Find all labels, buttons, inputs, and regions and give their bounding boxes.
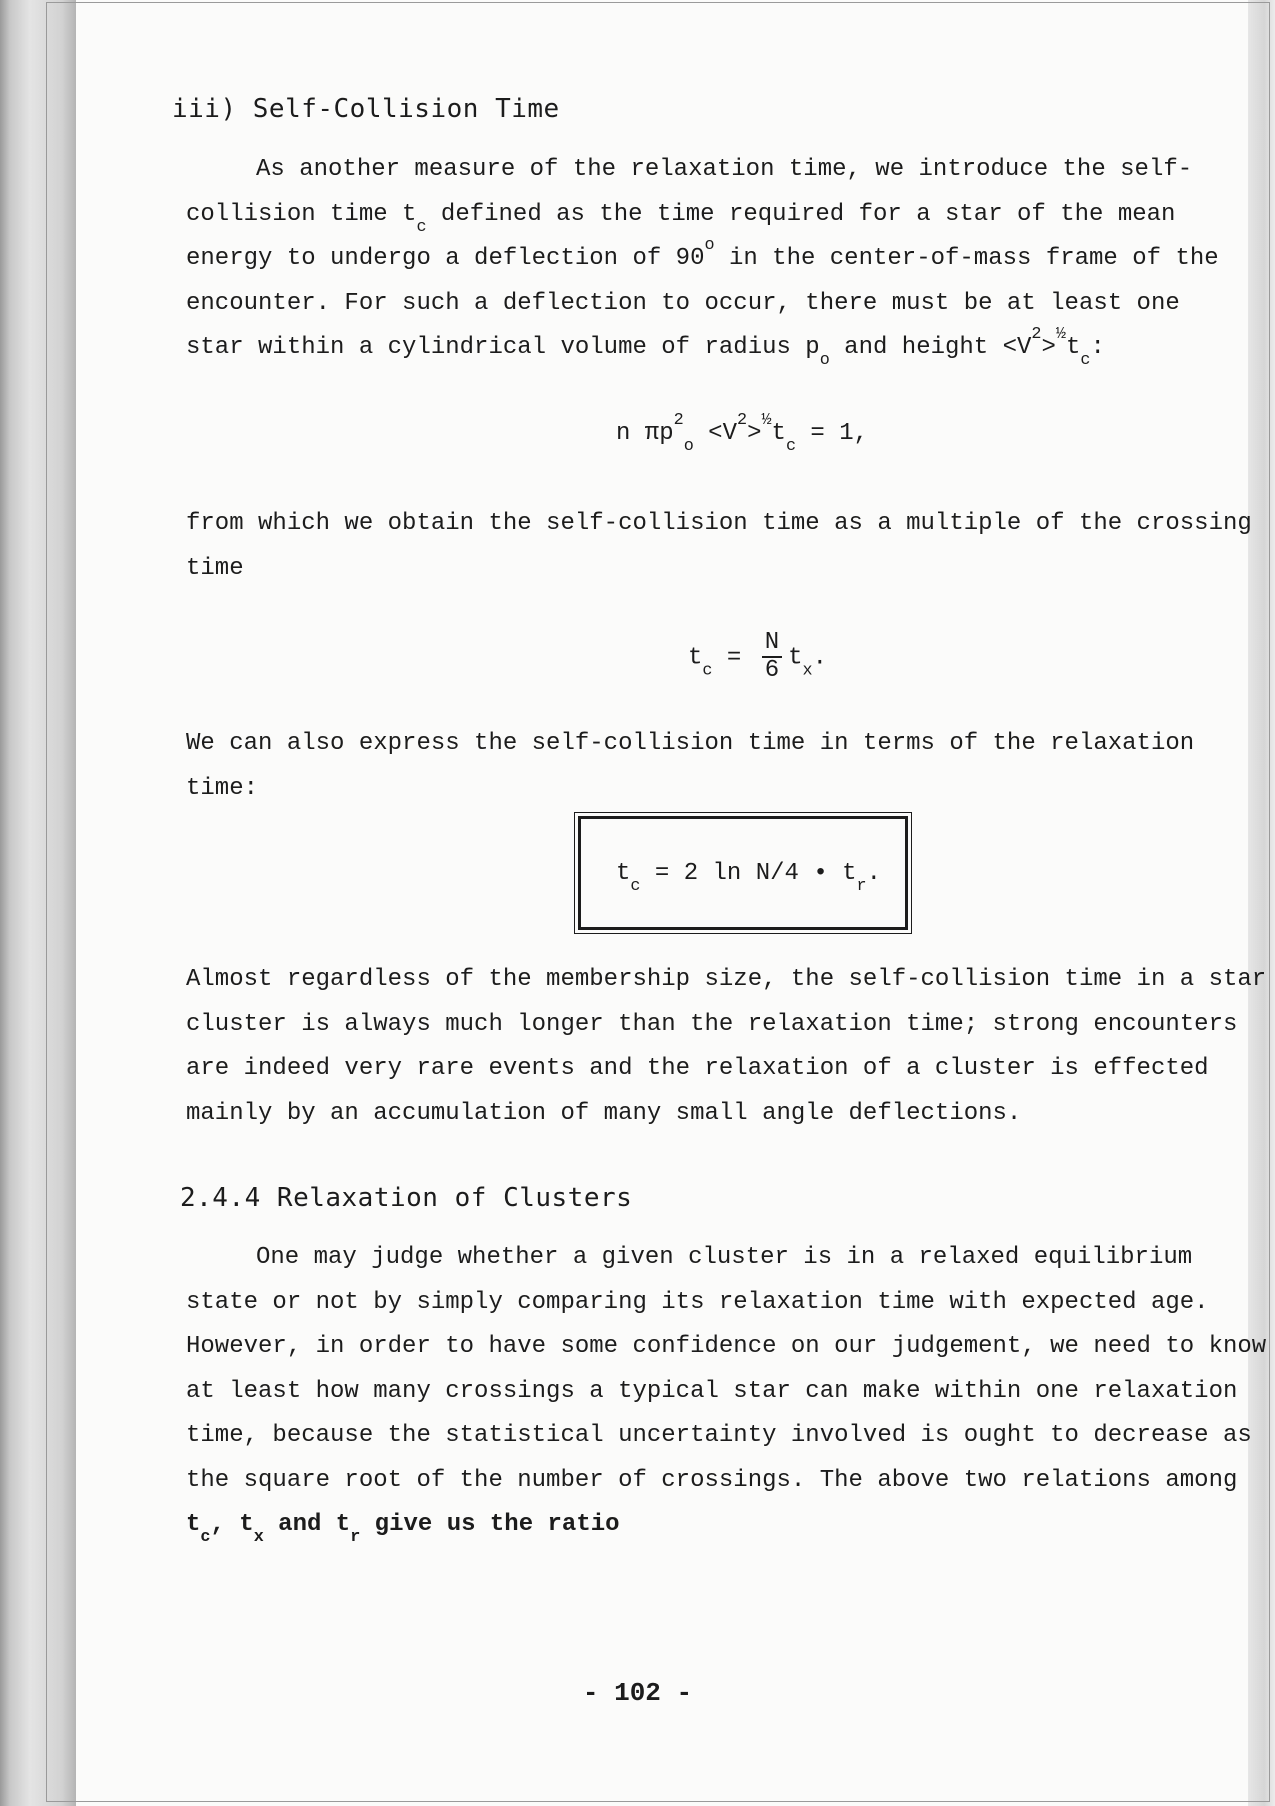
- section-heading-relaxation-of-clusters: 2.4.4 Relaxation of Clusters: [180, 1183, 633, 1213]
- text-run: star within a cylindrical volume of radius p: [186, 334, 820, 361]
- eq-run: t: [616, 860, 631, 887]
- eq-run: =: [712, 644, 756, 672]
- text-line: mainly by an accumulation of many small angle deflections.: [186, 1099, 1022, 1127]
- text-run: >: [1041, 334, 1056, 361]
- text-line: time: [186, 554, 244, 582]
- subscript: c: [1080, 350, 1091, 370]
- section-heading-self-collision: iii) Self-Collision Time: [172, 94, 560, 124]
- eq-run: t: [688, 644, 703, 672]
- eq-run: .: [866, 860, 882, 887]
- text-line: are indeed very rare events and the relaxation of a cluster is effected: [186, 1055, 1209, 1082]
- text-run: and t: [263, 1511, 351, 1538]
- subscript: x: [253, 1527, 264, 1547]
- text-line: One may judge whether a given cluster is in a relaxed equilibrium: [256, 1244, 1193, 1271]
- text-line: cluster is always much longer than the relaxation time; strong encounters: [186, 1010, 1238, 1038]
- text-line: However, in order to have some confidence on our judgement, we need to know: [186, 1333, 1267, 1360]
- text-line: We can also express the self-collision time in terms of the relaxation: [186, 730, 1195, 757]
- text-line: [186, 326, 1219, 371]
- text-run: energy to undergo a deflection of 90: [186, 245, 705, 272]
- equation-tc-over-tx: [688, 630, 827, 684]
- text-line: Almost regardless of the membership size, the self-collision time in a star: [186, 966, 1267, 993]
- subscript: c: [200, 1527, 211, 1547]
- subscript: r: [350, 1527, 361, 1547]
- text-run: and height <V: [829, 334, 1032, 361]
- text-line: at least how many crossings a typical star can make within one relaxation: [186, 1377, 1238, 1405]
- eq-run: = 2 ln N/4 • t: [640, 860, 857, 887]
- text-line: [186, 193, 1219, 238]
- eq-run: n πp: [616, 420, 674, 447]
- text-line: from which we obtain the self-collision time as a multiple of the crossing: [186, 510, 1252, 537]
- binding-edge: [0, 0, 78, 1806]
- text-line: the square root of the number of crossings. The above two relations among: [186, 1466, 1238, 1494]
- eq-run: >: [747, 420, 762, 447]
- subscript: o: [819, 350, 830, 370]
- text-run: give us the ratio: [360, 1511, 620, 1538]
- subscript: c: [702, 661, 713, 681]
- numerator: N: [762, 630, 782, 658]
- eq-run: t: [788, 644, 803, 672]
- subscript: o: [683, 436, 694, 456]
- text-run: :: [1090, 334, 1105, 361]
- superscript: 2: [1031, 324, 1042, 344]
- paragraph-crossing-multiple: [186, 502, 1252, 591]
- paragraph-membership-size: [186, 958, 1266, 1136]
- text-line: time:: [186, 774, 259, 802]
- text-line: encounter. For such a deflection to occur, there must be at least one: [186, 289, 1180, 317]
- subscript: c: [630, 876, 641, 896]
- superscript: 2: [736, 410, 748, 430]
- eq-run: t: [771, 420, 786, 447]
- equation-tc-tr-boxed: [616, 860, 882, 896]
- paragraph-self-collision-intro: [186, 148, 1219, 371]
- text-run: collision time t: [186, 200, 417, 228]
- text-line: time, because the statistical uncertainty involved is ought to decrease as: [186, 1422, 1252, 1449]
- text-line: [186, 1503, 1266, 1548]
- text-line: [186, 237, 1219, 282]
- superscript: o: [704, 235, 715, 255]
- text-line: state or not by simply comparing its relaxation time with expected age.: [186, 1288, 1209, 1316]
- subscript: x: [802, 661, 813, 681]
- text-run: , t: [210, 1511, 254, 1538]
- text-run: in the center-of-mass frame of the: [714, 245, 1219, 272]
- subscript: c: [416, 217, 427, 237]
- superscript: ½: [761, 410, 772, 430]
- superscript: 2: [673, 410, 684, 430]
- paragraph-relaxation-equilibrium: [186, 1236, 1266, 1548]
- page-number: - 102 -: [582, 1678, 693, 1708]
- subscript: r: [856, 876, 867, 896]
- eq-run: .: [812, 644, 827, 672]
- denominator: 6: [764, 657, 780, 684]
- eq-run: = 1,: [796, 420, 869, 447]
- equation-collision-condition: [616, 410, 869, 456]
- subscript: c: [785, 436, 797, 456]
- paragraph-relaxation-express: [186, 722, 1194, 811]
- text-run: t: [186, 1511, 201, 1538]
- fraction: [762, 630, 782, 684]
- text-line: As another measure of the relaxation time, we introduce the self-: [256, 156, 1193, 183]
- text-run: t: [1065, 334, 1081, 361]
- eq-run: <V: [693, 420, 737, 447]
- superscript: ½: [1055, 324, 1066, 344]
- text-run: defined as the time required for a star of the mean: [426, 200, 1176, 228]
